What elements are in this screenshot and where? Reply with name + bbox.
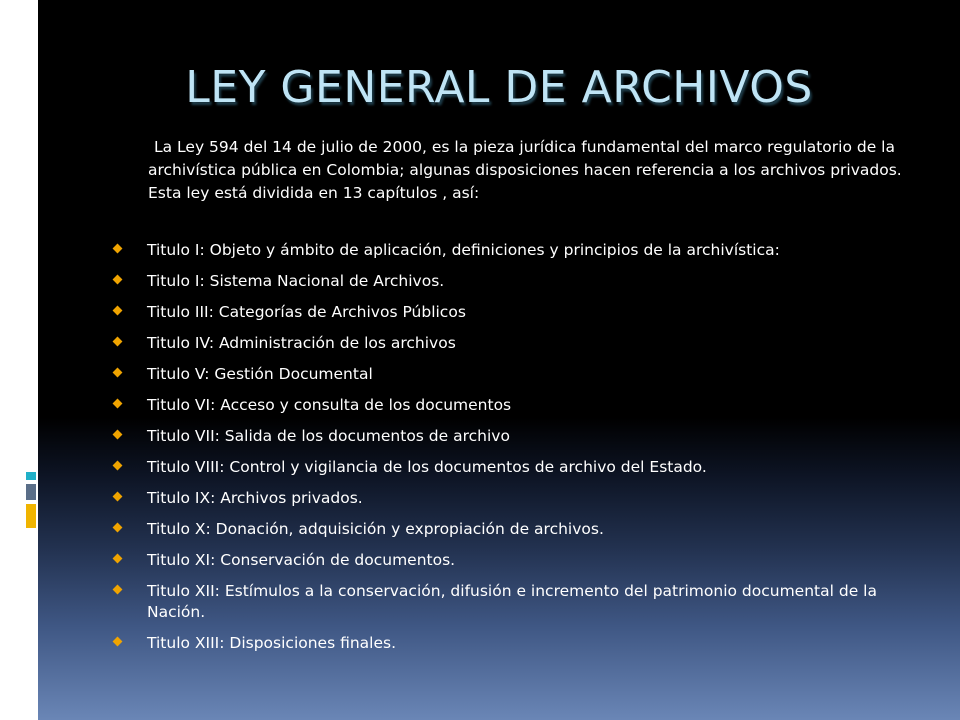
diamond-bullet-icon: [113, 492, 123, 502]
list-item: [112, 633, 912, 654]
list-item-text: Titulo I: Sistema Nacional de Archivos.: [147, 272, 445, 290]
accent-stripe-teal: [26, 472, 36, 480]
diamond-bullet-icon: [113, 399, 123, 409]
list-item-text: Titulo VII: Salida de los documentos de archivo: [147, 427, 510, 445]
list-item-text: Titulo III: Categorías de Archivos Públicos: [147, 303, 466, 321]
slide-title: LEY GENERAL DE ARCHIVOS: [185, 62, 813, 113]
list-item: [112, 364, 912, 385]
list-item: [112, 240, 912, 261]
list-item: [112, 550, 912, 571]
diamond-bullet-icon: [113, 368, 123, 378]
list-item-text: Titulo XIII: Disposiciones finales.: [147, 634, 397, 652]
diamond-bullet-icon: [113, 461, 123, 471]
list-item: [112, 581, 912, 623]
diamond-bullet-icon: [113, 337, 123, 347]
diamond-bullet-icon: [113, 523, 123, 533]
list-item: [112, 302, 912, 323]
diamond-bullet-icon: [113, 637, 123, 647]
list-item: [112, 333, 912, 354]
list-item-text: Titulo V: Gestión Documental: [147, 365, 373, 383]
list-item: [112, 271, 912, 292]
list-item-text: Titulo I: Objeto y ámbito de aplicación, definiciones y principios de la archivística:: [147, 241, 780, 259]
list-item-text: Titulo XII: Estímulos a la conservación, difusión e incremento del patrimonio documental de la Nación.: [147, 582, 877, 621]
list-item-text: Titulo IV: Administración de los archivos: [147, 334, 456, 352]
diamond-bullet-icon: [113, 585, 123, 595]
list-item-text: Titulo X: Donación, adquisición y expropiación de archivos.: [147, 520, 604, 538]
intro-paragraph: La Ley 594 del 14 de julio de 2000, es la pieza jurídica fundamental del marco regulatorio de la archivística pública en Colombia; algunas disposiciones hacen referencia a los archivos privados. Esta ley está dividida en 13 capítulos , así:: [148, 138, 902, 202]
diamond-bullet-icon: [113, 554, 123, 564]
list-item: [112, 395, 912, 416]
list-item-text: Titulo IX: Archivos privados.: [147, 489, 363, 507]
accent-stripe-gray: [26, 484, 36, 500]
list-item: [112, 488, 912, 509]
list-item: [112, 457, 912, 478]
accent-stripe-yellow: [26, 504, 36, 528]
list-item-text: Titulo VIII: Control y vigilancia de los documentos de archivo del Estado.: [147, 458, 707, 476]
titles-list: [112, 240, 912, 664]
diamond-bullet-icon: [113, 275, 123, 285]
diamond-bullet-icon: [113, 430, 123, 440]
diamond-bullet-icon: [113, 306, 123, 316]
list-item-text: Titulo XI: Conservación de documentos.: [147, 551, 456, 569]
list-item: [112, 519, 912, 540]
list-item-text: Titulo VI: Acceso y consulta de los documentos: [147, 396, 512, 414]
left-decor-panel: [0, 0, 38, 720]
list-item: [112, 426, 912, 447]
diamond-bullet-icon: [113, 244, 123, 254]
